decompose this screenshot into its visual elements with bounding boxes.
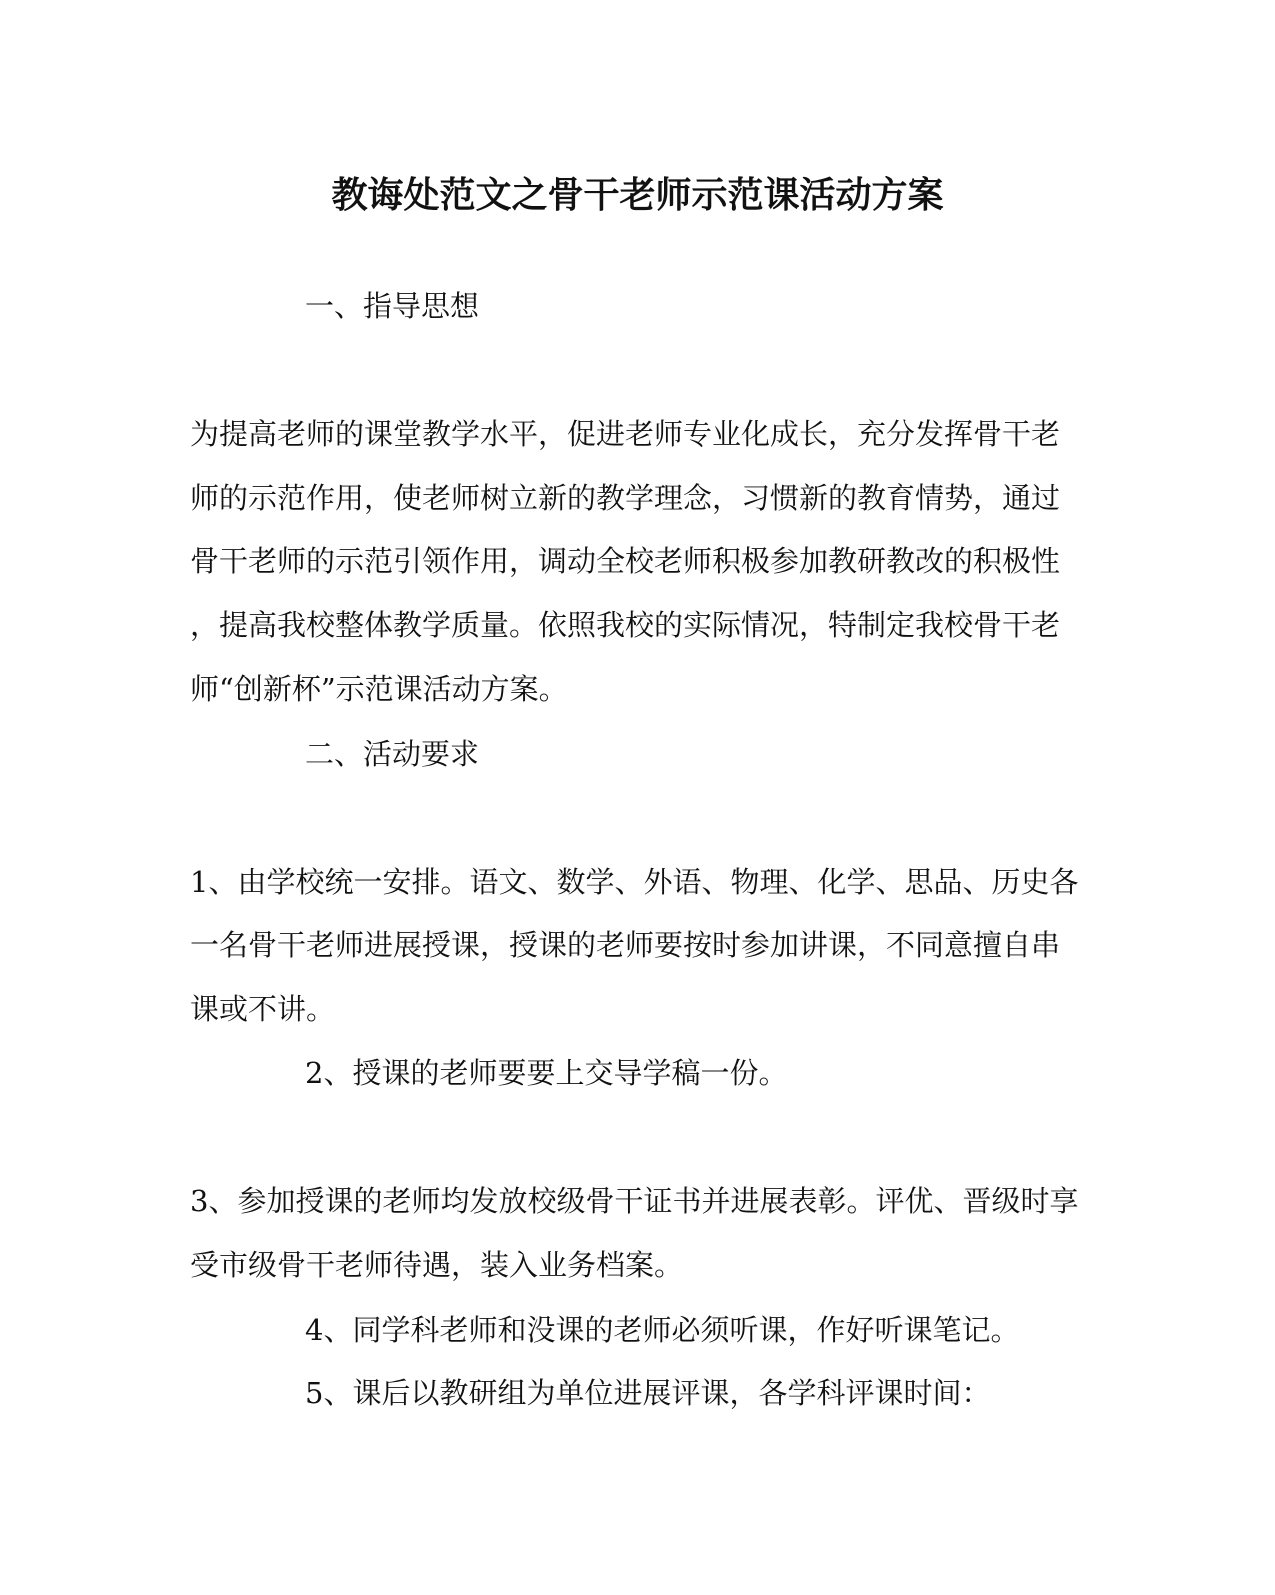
list-item-line: 课或不讲。 — [190, 992, 336, 1026]
list-item-line: 1、由学校统一安排。语文、数学、外语、物理、化学、思品、历史各 — [190, 865, 1079, 899]
list-item-5: 5、课后以教研组为单位进展评课，各学科评课时间： — [305, 1376, 991, 1410]
paragraph-line: 师的示范作用，使老师树立新的教学理念，习惯新的教育情势，通过 — [190, 481, 1061, 515]
list-item-line: 一名骨干老师进展授课，授课的老师要按时参加讲课，不同意擅自串 — [190, 928, 1061, 962]
page-title: 教诲处范文之骨干老师示范课活动方案 — [331, 174, 944, 216]
list-item-line: 受市级骨干老师待遇，装入业务档案。 — [190, 1248, 684, 1282]
list-item-2: 2、授课的老师要要上交导学稿一份。 — [305, 1056, 788, 1090]
list-item-line: 3、参加授课的老师均发放校级骨干证书并进展表彰。评优、晋级时享 — [190, 1184, 1079, 1218]
section-heading-guiding-thought: 一、指导思想 — [305, 289, 480, 323]
paragraph-line: 骨干老师的示范引领作用，调动全校老师积极参加教研教改的积极性 — [190, 544, 1061, 578]
paragraph-line: ，提高我校整体教学质量。依照我校的实际情况，特制定我校骨干老 — [190, 608, 1061, 642]
paragraph-line: 师“创新杯”示范课活动方案。 — [190, 672, 568, 706]
section-heading-activity-requirements: 二、活动要求 — [305, 737, 480, 771]
paragraph-line: 为提高老师的课堂教学水平，促进老师专业化成长，充分发挥骨干老 — [190, 417, 1061, 451]
list-item-4: 4、同学科老师和没课的老师必须听课，作好听课笔记。 — [305, 1313, 1020, 1347]
